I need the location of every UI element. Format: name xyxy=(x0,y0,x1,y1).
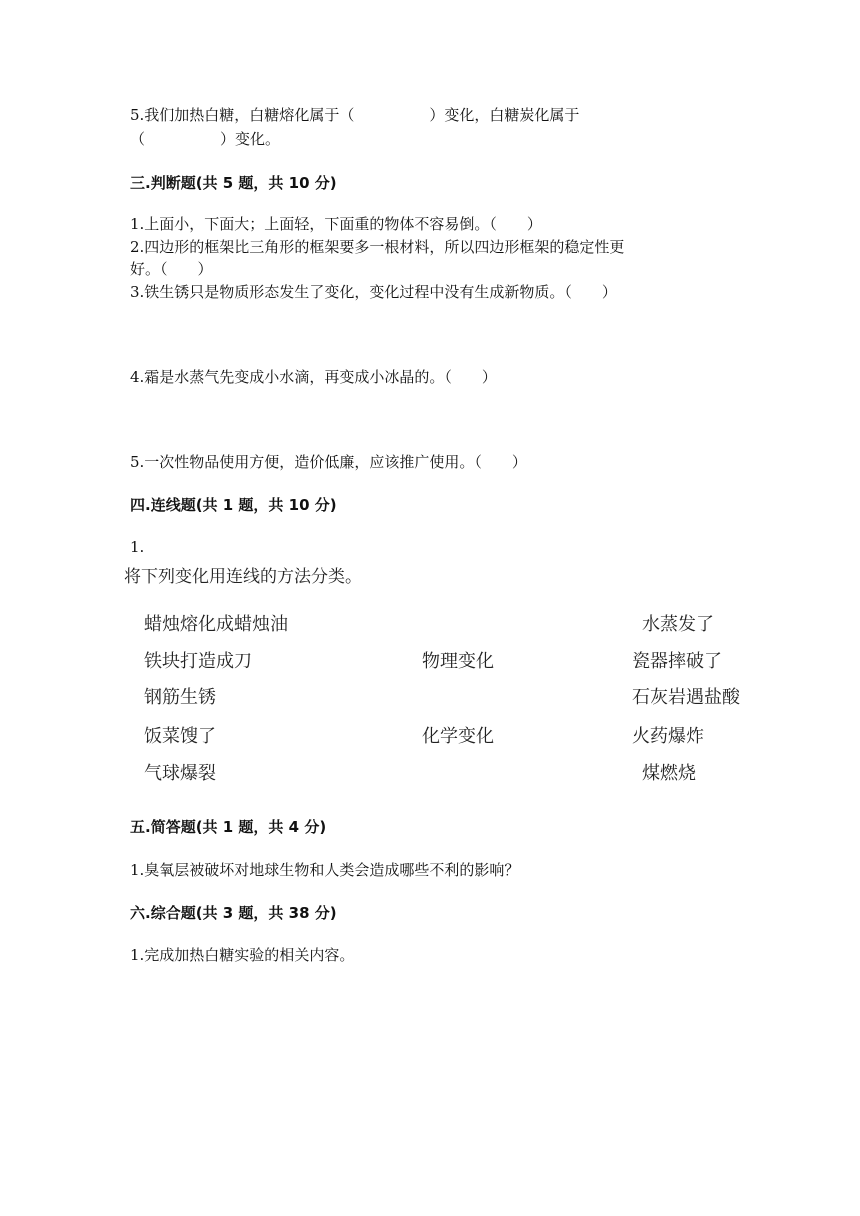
category-chemical-change: 化学变化 xyxy=(422,726,494,747)
section-6-heading: 六.综合题(共 3 题，共 38 分) xyxy=(130,904,337,922)
left-item: 钢筋生锈 xyxy=(144,687,216,708)
right-item: 石灰岩遇盐酸 xyxy=(632,687,740,708)
section-5-heading: 五.简答题(共 1 题，共 4 分) xyxy=(130,818,327,836)
left-item: 气球爆裂 xyxy=(144,763,216,784)
right-item: 火药爆炸 xyxy=(632,726,704,747)
left-item: 蜡烛熔化成蜡烛油 xyxy=(144,614,288,635)
s3-question-2-line-1: 2.四边形的框架比三角形的框架要多一根材料，所以四边形框架的稳定性更 xyxy=(130,238,625,256)
s3-question-1: 1.上面小，下面大；上面轻，下面重的物体不容易倒。（ ） xyxy=(130,215,542,233)
s3-question-2-line-2: 好。（ ） xyxy=(130,260,213,278)
s3-question-3: 3.铁生锈只是物质形态发生了变化，变化过程中没有生成新物质。（ ） xyxy=(130,283,617,301)
matching-instruction: 将下列变化用连线的方法分类。 xyxy=(124,567,362,587)
left-item: 饭菜馊了 xyxy=(144,726,216,747)
left-item: 铁块打造成刀 xyxy=(144,651,252,672)
category-physical-change: 物理变化 xyxy=(422,651,494,672)
right-item: 煤燃烧 xyxy=(642,763,696,784)
right-item: 瓷器摔破了 xyxy=(632,651,722,672)
section-4-heading: 四.连线题(共 1 题，共 10 分) xyxy=(130,496,337,514)
q5-line-2: （ ）变化。 xyxy=(130,130,281,148)
q5-line-1: 5.我们加热白糖，白糖熔化属于（ ）变化，白糖炭化属于 xyxy=(130,106,580,124)
s3-question-5: 5.一次性物品使用方便，造价低廉，应该推广使用。（ ） xyxy=(130,453,527,471)
section-3-heading: 三.判断题(共 5 题，共 10 分) xyxy=(130,174,337,192)
s3-question-4: 4.霜是水蒸气先变成小水滴，再变成小冰晶的。（ ） xyxy=(130,368,497,386)
matching-exercise-image xyxy=(124,565,770,795)
right-item: 水蒸发了 xyxy=(642,614,714,635)
s6-question-1: 1.完成加热白糖实验的相关内容。 xyxy=(130,946,355,964)
s4-question-1-number: 1. xyxy=(130,538,145,556)
s5-question-1: 1.臭氧层被破坏对地球生物和人类会造成哪些不利的影响？ xyxy=(130,861,520,879)
